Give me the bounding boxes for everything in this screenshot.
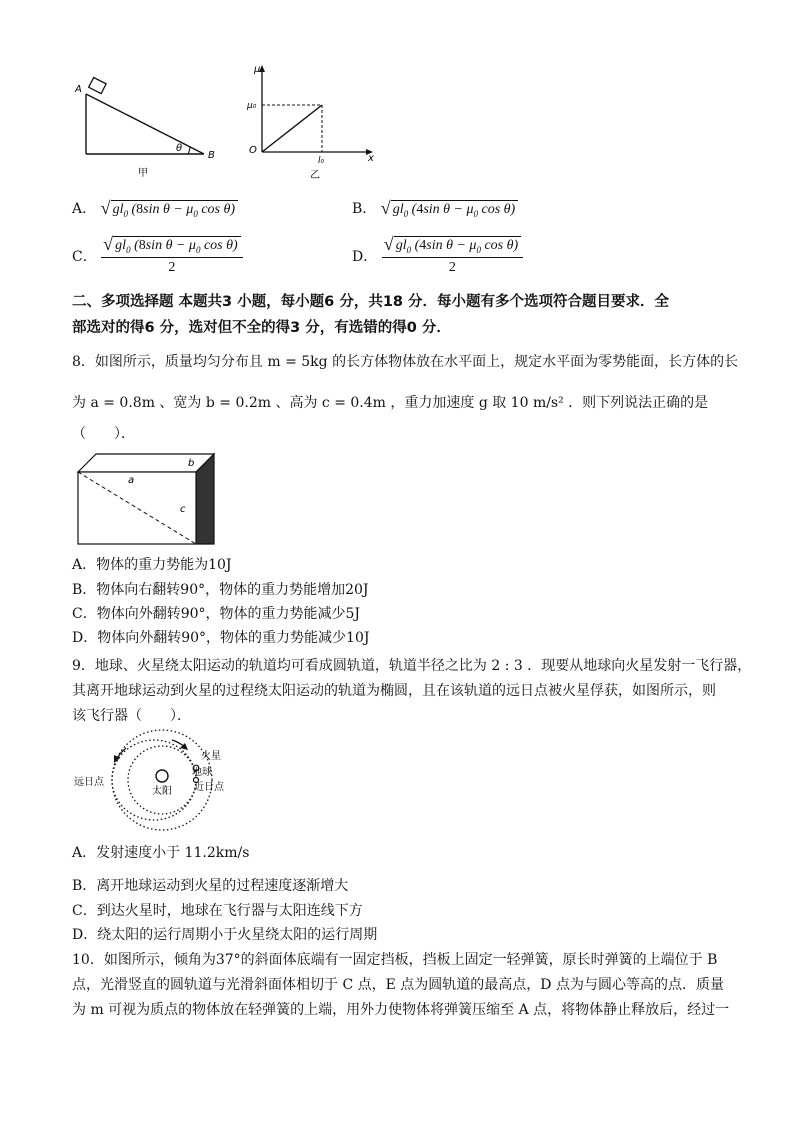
q7-option-c-letter: C． — [72, 248, 97, 265]
q7-option-d-formula: √ $gl_0$ (4sin $\theta - \mu_0$ cos θ) 2 — [382, 236, 523, 276]
figure-orbits — [74, 728, 254, 834]
q8-option-d: D．物体向外翻转90°，物体的重力势能减少10J — [72, 630, 370, 646]
label-earth: 地球 — [192, 767, 212, 778]
figure-jia-incline — [68, 72, 228, 182]
q8-option-b: B．物体向右翻转90°，物体的重力势能增加20J — [72, 582, 369, 598]
caption-yi: 乙 — [310, 170, 320, 181]
q7-option-d — [352, 236, 523, 276]
label-aphelion: 远日点 — [74, 777, 104, 788]
q7-option-a-formula: √ $gl_0$ (8sin $\theta - \mu_0$ cos θ) — [101, 200, 238, 219]
q8-stem-line1: 8．如图所示，质量均匀分布且 m = 5kg 的长方体物体放在水平面上，规定水平面为零势能面，长方体的长 — [72, 354, 739, 370]
q7-option-c — [72, 236, 243, 276]
q8-stem-line3: （ ）． — [72, 426, 135, 442]
q10-stem-line1: 10．如图所示，倾角为37°的斜面体底端有一固定挡板，挡板上固定一轻弹簧，原长时弹簧的上端位于 B — [72, 952, 718, 968]
figure-cuboid — [74, 450, 220, 550]
q7-option-c-formula: √ $gl_0$ (8sin $\theta - \mu_0$ cos θ) 2 — [101, 236, 242, 276]
label-mars: 火星 — [201, 751, 221, 762]
axis-mu: μ — [254, 64, 261, 75]
section2-line1: 二、多项选择题 本题共3 小题，每小题6 分，共18 分．每小题有多个选项符合题目要求．全 — [72, 294, 670, 310]
q7-option-b-formula: √ $gl_0$ (4sin $\theta - \mu_0$ cos θ) — [381, 200, 518, 219]
q9-option-c: C．到达火星时，地球在飞行器与太阳连线下方 — [72, 903, 363, 919]
tick-l0: l₀ — [318, 156, 325, 166]
label-theta: θ — [176, 143, 183, 154]
tick-mu0: μ₀ — [247, 101, 257, 111]
q8-option-a: A．物体的重力势能为10J — [72, 557, 232, 573]
figure-yi-graph — [244, 60, 384, 182]
q7-option-a-letter: A． — [72, 201, 97, 217]
q10-stem-line3: 为 m 可视为质点的物体放在轻弹簧的上端，用外力使物体将弹簧压缩至 A 点，将物体静止释放后，经过一 — [72, 1002, 730, 1018]
label-A: A — [75, 84, 82, 95]
section2-line2: 部选对的得6 分，选对但不全的得3 分，有选错的得0 分． — [72, 320, 451, 336]
q7-option-b — [352, 198, 518, 219]
q8-stem-line2: 为 a = 0.8m 、宽为 b = 0.2m 、高为 c = 0.4m ，重力加速度 g 取 10 m/s² ．则下列说法正确的是 — [72, 395, 709, 411]
label-B: B — [208, 150, 215, 161]
q9-option-a: A．发射速度小于 11.2km/s — [72, 845, 250, 861]
q9-stem-line3: 该飞行器（ ）． — [72, 708, 191, 724]
caption-jia: 甲 — [138, 168, 148, 179]
axis-x: x — [368, 153, 374, 164]
q9-option-d: D．绕太阳的运行周期小于火星绕太阳的运行周期 — [72, 927, 378, 943]
q10-stem-line2: 点，光滑竖直的圆轨道与光滑斜面体相切于 C 点，E 点为圆轨道的最高点，D 点为与圆心等高的点．质量 — [72, 977, 724, 993]
q9-stem-line2: 其离开地球运动到火星的过程绕太阳运动的轨道为椭圆，且在该轨道的远日点被火星俘获，如图所示，则 — [72, 683, 716, 699]
q7-option-b-letter: B． — [352, 201, 377, 217]
q9-stem-line1: 9．地球、火星绕太阳运动的轨道均可看成圆轨道，轨道半径之比为 2 : 3 ．现要从地球向火星发射一飞行器， — [72, 658, 752, 674]
label-c: c — [180, 504, 186, 515]
q8-option-c: C．物体向外翻转90°，物体的重力势能减少5J — [72, 606, 361, 622]
label-a: a — [128, 475, 135, 486]
q9-option-b: B．离开地球运动到火星的过程速度逐渐增大 — [72, 878, 349, 894]
q7-option-a — [72, 198, 238, 219]
label-perihelion: 近日点 — [194, 782, 224, 793]
label-b: b — [188, 458, 195, 469]
label-sun: 太阳 — [152, 786, 172, 797]
q7-option-d-letter: D． — [352, 248, 378, 265]
origin-O: O — [249, 145, 257, 156]
